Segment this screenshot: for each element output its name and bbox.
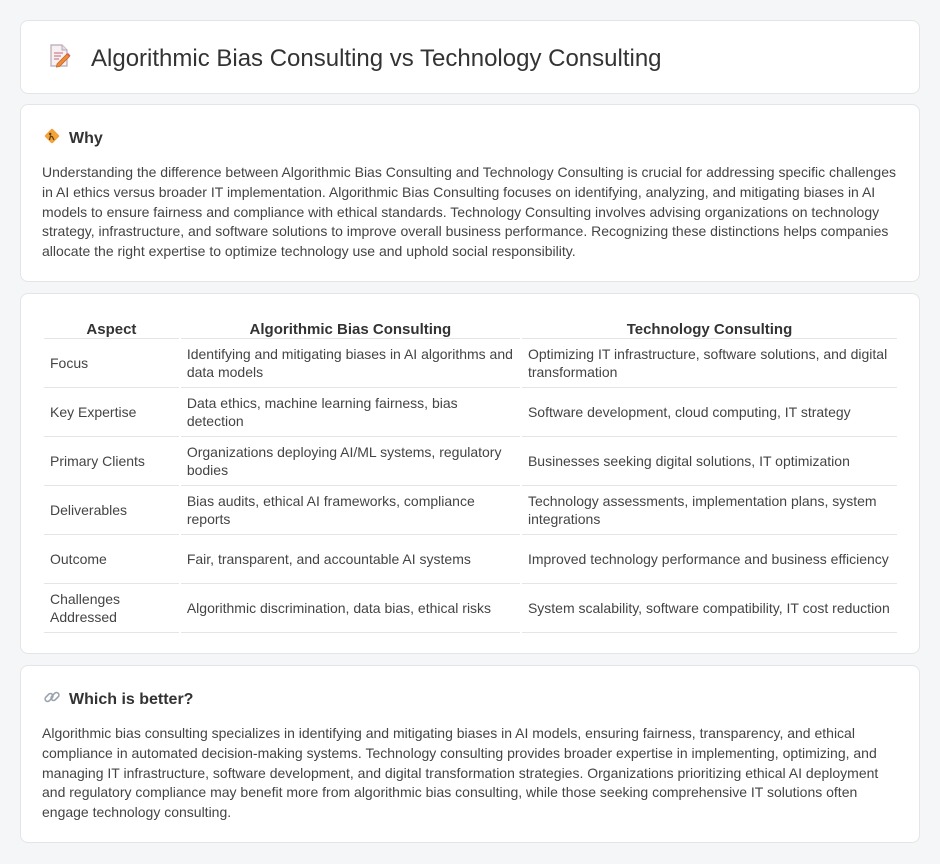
aspect-cell: Challenges Addressed <box>44 584 179 633</box>
better-header <box>43 688 193 711</box>
which-is-better-section <box>20 665 920 843</box>
title-card <box>20 20 920 94</box>
aspect-cell: Outcome <box>44 535 179 584</box>
technology-cell: Businesses seeking digital solutions, IT optimization <box>522 437 897 486</box>
table-row <box>44 339 897 388</box>
technology-cell: Improved technology performance and business efficiency <box>522 535 897 584</box>
table-row <box>44 388 897 437</box>
link-icon <box>43 688 61 711</box>
aspect-cell: Deliverables <box>44 486 179 535</box>
header-algorithmic-bias-consulting: Algorithmic Bias Consulting <box>181 316 520 339</box>
algorithmic-bias-cell: Organizations deploying AI/ML systems, regulatory bodies <box>181 437 520 486</box>
table-header-row <box>44 316 897 339</box>
algorithmic-bias-cell: Algorithmic discrimination, data bias, ethical risks <box>181 584 520 633</box>
table-row <box>44 486 897 535</box>
technology-cell: Software development, cloud computing, IT strategy <box>522 388 897 437</box>
better-text: Algorithmic bias consulting specializes in identifying and mitigating biases in AI models, ensuring fairness, transparency, and ethical compliance in automated decision-making systems. Technology consulting provides broader expertise in implementing, optimizing, and managing IT infrastructure, software development, and digital transformation strategies. Organizations prioritizing ethical AI deployment and regulatory compliance may benefit more from algorithmic bias consulting, while those seeking comprehensive IT solutions often engage technology consulting. <box>42 725 879 821</box>
document-pencil-icon <box>47 43 71 74</box>
comparison-section <box>20 293 920 654</box>
algorithmic-bias-cell: Bias audits, ethical AI frameworks, compliance reports <box>181 486 520 535</box>
technology-cell: Technology assessments, implementation plans, system integrations <box>522 486 897 535</box>
aspect-cell: Primary Clients <box>44 437 179 486</box>
table-row <box>44 584 897 633</box>
algorithmic-bias-cell: Data ethics, machine learning fairness, bias detection <box>181 388 520 437</box>
page-title: Algorithmic Bias Consulting vs Technology Consulting <box>91 44 662 72</box>
header-aspect: Aspect <box>44 316 179 339</box>
why-text: Understanding the difference between Algorithmic Bias Consulting and Technology Consulting is crucial for addressing specific challenges in AI ethics versus broader IT implementation. Algorithmic Bias Consulting focuses on identifying, analyzing, and mitigating biases in AI models to ensure fairness and compliance with ethical standards. Technology Consulting involves advising organizations on technology strategy, infrastructure, and software solutions to improve overall business performance. Recognizing these distinctions helps companies allocate the right expertise to optimize technology use and uphold social responsibility. <box>42 164 896 260</box>
comparison-table <box>42 316 899 633</box>
warning-sign-icon <box>43 127 61 150</box>
why-title: Why <box>69 129 103 147</box>
header-technology-consulting: Technology Consulting <box>522 316 897 339</box>
better-title: Which is better? <box>69 690 194 708</box>
algorithmic-bias-cell: Fair, transparent, and accountable AI systems <box>181 535 520 584</box>
why-header <box>43 127 103 150</box>
technology-cell: System scalability, software compatibility, IT cost reduction <box>522 584 897 633</box>
table-row <box>44 535 897 584</box>
page-header <box>47 43 662 74</box>
technology-cell: Optimizing IT infrastructure, software solutions, and digital transformation <box>522 339 897 388</box>
algorithmic-bias-cell: Identifying and mitigating biases in AI algorithms and data models <box>181 339 520 388</box>
aspect-cell: Key Expertise <box>44 388 179 437</box>
why-section <box>20 104 920 282</box>
table-row <box>44 437 897 486</box>
aspect-cell: Focus <box>44 339 179 388</box>
